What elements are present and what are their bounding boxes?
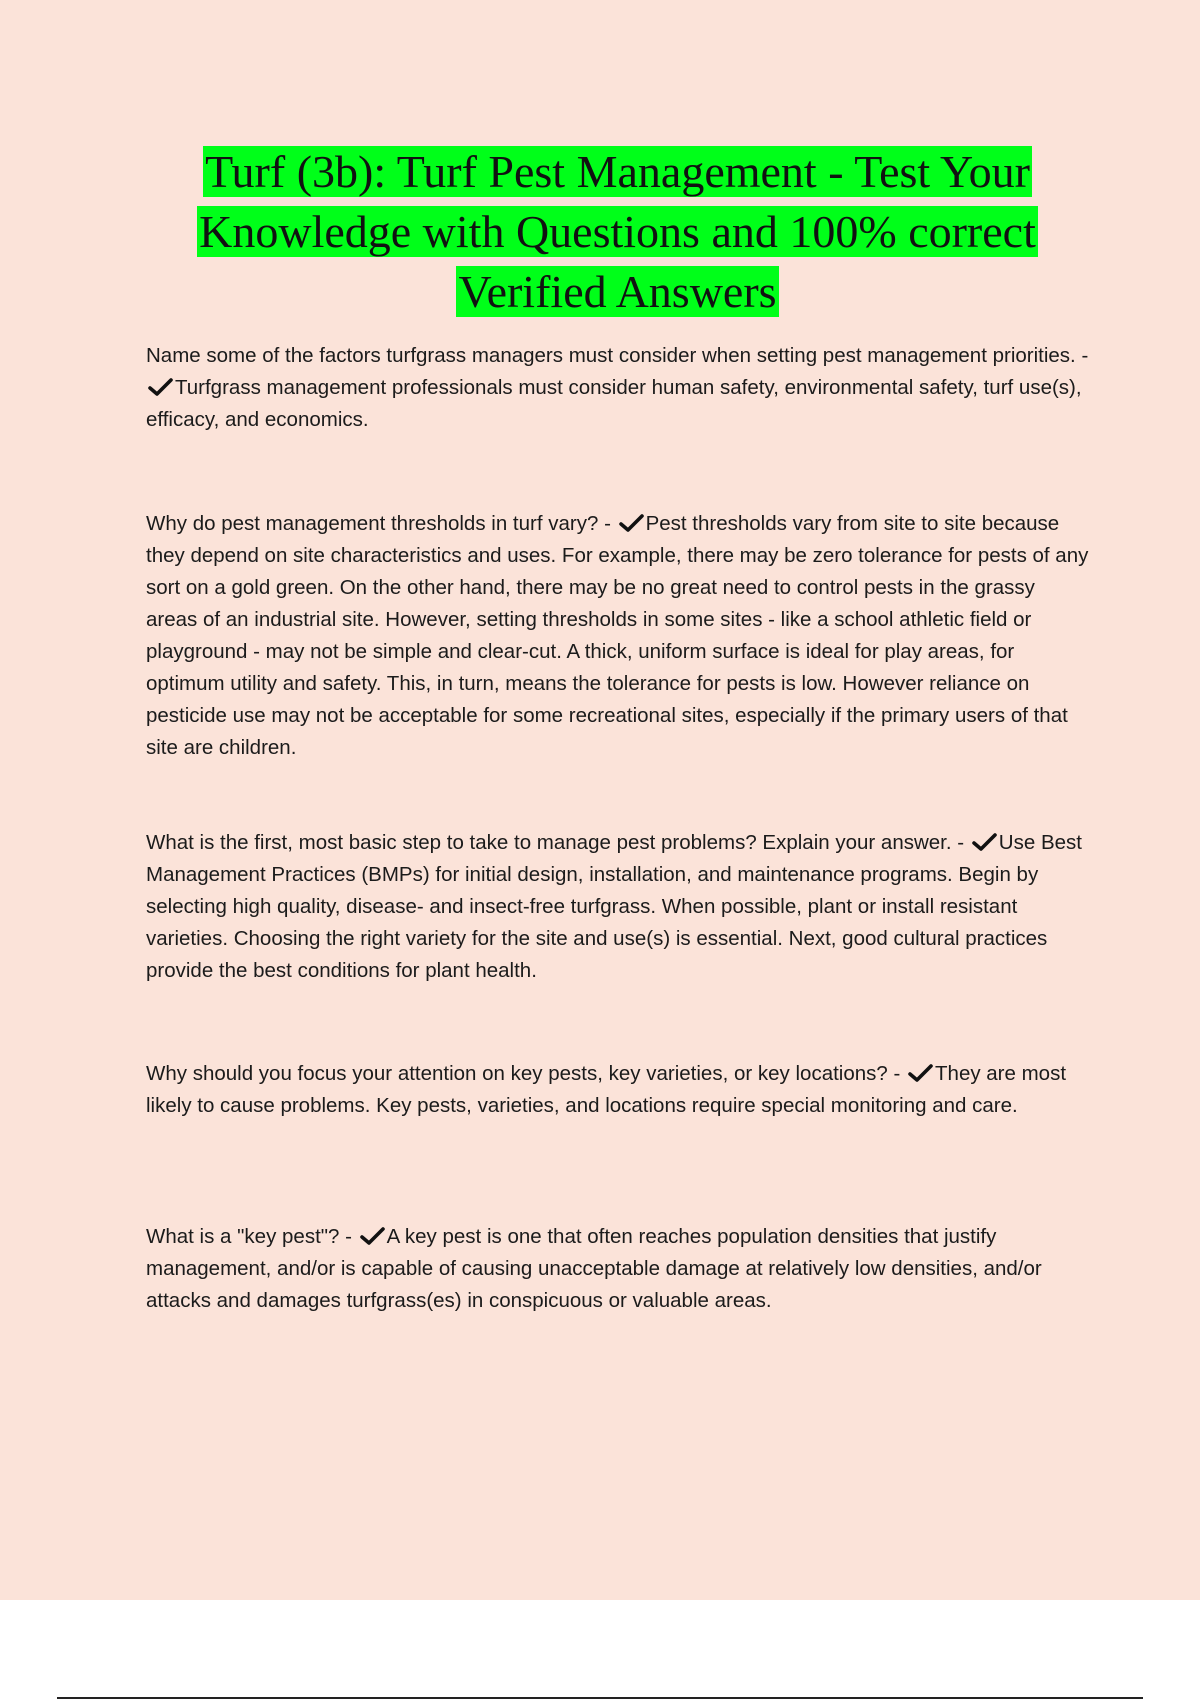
separator: - — [951, 831, 970, 854]
separator: - — [598, 512, 617, 535]
document-title — [150, 142, 1085, 322]
separator: - — [887, 1062, 907, 1085]
question-text: Why do pest management thresholds in turf vary? — [146, 512, 599, 535]
qa-item — [146, 1058, 1091, 1122]
qa-item — [146, 827, 1091, 987]
question-text: What is a "key pest"? — [146, 1225, 340, 1248]
answer-text: Use Best Management Practices (BMPs) for initial design, installation, and maintenance programs. Begin by selecting high quality, disease- and insect-free turfgrass. When possible, plant or install resistant varieties. Choosing the right variety for the site and use(s) is essential. Next, good cultural practices provide the best conditions for plant health. — [146, 831, 1082, 982]
question-text: Name some of the factors turfgrass managers must consider when setting pest management priorities. — [146, 344, 1076, 367]
checkmark-icon — [619, 514, 644, 532]
checkmark-icon — [908, 1064, 933, 1082]
footer-divider — [57, 1697, 1143, 1699]
separator: - — [1075, 344, 1089, 367]
answer-text: A key pest is one that often reaches population densities that justify management, and/or is capable of causing unacceptable damage at relatively low densities, and/or attacks and damages turfgrass(es) in conspicuous or valuable areas. — [146, 1225, 1042, 1312]
answer-text: Turfgrass management professionals must consider human safety, environmental safety, turf use(s), efficacy, and economics. — [146, 376, 1082, 431]
qa-item — [146, 1221, 1091, 1317]
question-text: What is the first, most basic step to take to manage pest problems? Explain your answer. — [146, 831, 952, 854]
qa-item — [146, 340, 1091, 436]
answer-text: They are most likely to cause problems. Key pests, varieties, and locations require special monitoring and care. — [146, 1062, 1067, 1117]
separator: - — [339, 1225, 358, 1248]
checkmark-icon — [972, 833, 997, 851]
checkmark-icon — [360, 1227, 385, 1245]
qa-item — [146, 508, 1091, 764]
answer-text: Pest thresholds vary from site to site because they depend on site characteristics and uses. For example, there may be zero tolerance for pests of any sort on a gold green. On the other hand, there may be no great need to control pests in the grassy areas of an industrial site. However, setting thresholds in some sites - like a school athletic field or playground - may not be simple and clear-cut. A thick, uniform surface is ideal for play areas, for optimum utility and safety. This, in turn, means the tolerance for pests is low. However reliance on pesticide use may not be acceptable for some recreational sites, especially if the primary users of that site are children. — [146, 512, 1089, 759]
checkmark-icon — [148, 378, 173, 396]
title-highlight: Turf (3b): Turf Pest Management - Test Your Knowledge with Questions and 100% correct Verified Answers — [199, 146, 1036, 317]
question-text: Why should you focus your attention on key pests, key varieties, or key locations? — [146, 1062, 888, 1085]
